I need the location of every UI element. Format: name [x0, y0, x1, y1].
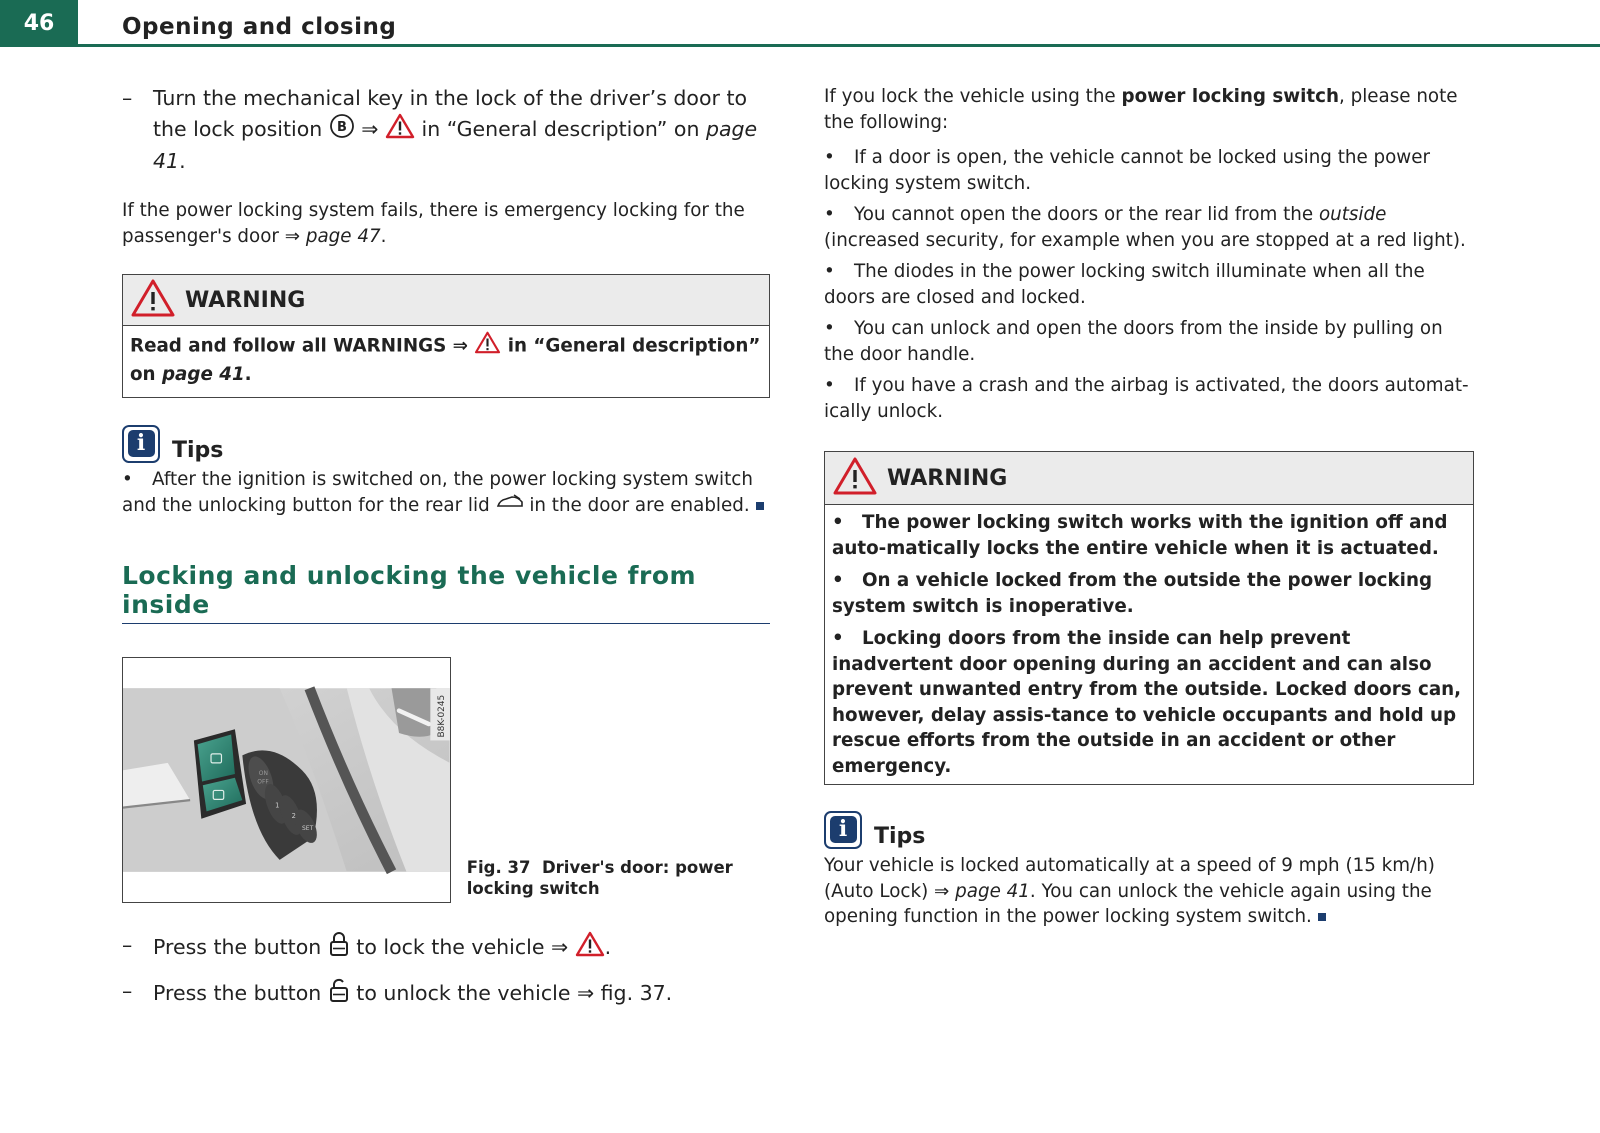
intro-text-cont: , please note the following:: [824, 86, 1458, 133]
punctuation: .: [380, 225, 387, 247]
warning-box: [824, 451, 1474, 785]
step-dash: –: [122, 86, 133, 110]
warning-text: Read and follow all WARNINGS ⇒: [130, 335, 475, 357]
end-of-section-mark: [756, 502, 764, 510]
tips-text: [122, 467, 770, 518]
left-column: [122, 84, 770, 1011]
warning-header: [825, 452, 1473, 505]
step-dash: –: [122, 979, 133, 1004]
note-list-item: [824, 259, 1474, 310]
switch-on-label: ON: [258, 770, 268, 778]
tips-block: [122, 424, 770, 518]
step-text-cont: to unlock the vehicle ⇒ fig. 37.: [349, 981, 673, 1006]
info-icon: i: [824, 811, 862, 849]
tips-block: [824, 810, 1474, 930]
position-b-icon: [329, 113, 355, 147]
memory-set-label: SET: [302, 825, 314, 833]
page-link[interactable]: page 41: [153, 117, 758, 173]
page-link[interactable]: page 41: [161, 363, 245, 385]
warning-title: WARNING: [887, 465, 1008, 491]
bullet: •: [832, 628, 844, 649]
figure-caption: [467, 857, 770, 899]
step-text: Press the button: [153, 935, 328, 960]
bullet: •: [122, 469, 133, 490]
right-column: [824, 84, 1474, 930]
warning-item: [832, 510, 1466, 561]
punctuation: .: [179, 149, 186, 173]
step-text: Press the button: [153, 981, 328, 1006]
page-link[interactable]: page 41: [955, 880, 1030, 902]
bullet: •: [832, 570, 844, 591]
memory-1-label: 1: [275, 801, 280, 810]
rear-lid-icon: [496, 493, 524, 519]
tips-text: [824, 853, 1474, 930]
warning-triangle-icon: [385, 113, 415, 147]
warning-item-text: Locking doors from the inside can help prevent inadvertent door opening during an accident and can also prevent unwanted entry from the outside. Locked doors can, however, delay assis-tance to vehicle occupants and hold up rescue efforts from the outside in an accident or other emergency.: [832, 628, 1462, 777]
memory-2-label: 2: [291, 812, 296, 821]
tips-title: Tips: [172, 438, 224, 463]
bullet: •: [824, 375, 835, 396]
end-of-section-mark: [1318, 913, 1326, 921]
step-lock: [122, 931, 770, 965]
note-italic: outside: [1318, 204, 1387, 225]
punctuation: .: [604, 935, 612, 960]
step-text-cont: to lock the vehicle ⇒: [349, 935, 575, 960]
unlock-button-icon: [328, 977, 350, 1011]
section-heading: Locking and unlocking the vehicle from inside: [122, 561, 770, 624]
tips-text-b: . You can unlock the vehicle again using the opening function in the power locking system switch.: [824, 880, 1432, 927]
tips-text-a: After the ignition is switched on, the power locking system switch and the unlocking button for the rear lid: [122, 469, 753, 516]
tips-header: [824, 810, 1474, 849]
note-list-item: [824, 202, 1474, 253]
tips-title: Tips: [874, 824, 926, 849]
warning-item-text: The power locking switch works with the ignition off and auto-matically locks the entire vehicle when it is actuated.: [832, 512, 1448, 559]
bullet: •: [824, 261, 835, 282]
info-icon: i: [122, 425, 160, 463]
intro-text: If you lock the vehicle using the: [824, 86, 1122, 107]
bullet: •: [824, 318, 835, 339]
lock-button-icon: [328, 931, 350, 965]
step-text-cont: in “General description” on: [415, 117, 706, 141]
note-text: The diodes in the power locking switch illuminate when all the doors are closed and locked.: [824, 261, 1425, 308]
tips-text-a: Your vehicle is locked automatically at a speed of 9 mph (15 km/h) (Auto Lock) ⇒: [824, 855, 1435, 902]
tips-header: [122, 424, 770, 463]
page-number: 46: [0, 0, 78, 47]
chapter-title: Opening and closing: [122, 14, 397, 40]
emergency-paragraph: [122, 198, 770, 249]
note-text-cont: (increased security, for example when you are stopped at a red light).: [824, 229, 1466, 251]
warning-body: [825, 505, 1473, 784]
intro-paragraph: [824, 84, 1474, 135]
bullet: •: [824, 147, 835, 168]
note-text: If a door is open, the vehicle cannot be locked using the power locking system switch.: [824, 147, 1431, 194]
warning-triangle-icon: [832, 456, 878, 500]
bullet: •: [824, 204, 835, 225]
warning-item: [832, 568, 1466, 619]
bullet: •: [832, 512, 844, 533]
figure-number: Fig. 37: [466, 858, 531, 878]
warning-triangle-icon: [575, 931, 605, 965]
warning-item: [832, 626, 1466, 779]
intro-bold: power locking switch: [1121, 86, 1339, 107]
step-turn-key: [122, 84, 770, 176]
tips-text-b: in the door are enabled.: [523, 494, 750, 516]
step-unlock: [122, 977, 770, 1011]
warning-triangle-icon: [474, 331, 501, 362]
figure-code: B8K-0245: [436, 695, 447, 738]
figure-caption-text: Driver's door: power locking switch: [466, 858, 733, 899]
note-list-item: [824, 316, 1474, 367]
header-rule: [78, 44, 1600, 47]
warning-header: [123, 275, 769, 326]
warning-box: [122, 274, 770, 398]
note-text: If you have a crash and the airbag is activated, the doors automat-ically unlock.: [824, 375, 1469, 422]
warning-text-cont: in “General description” on: [130, 335, 761, 385]
warning-triangle-icon: [130, 278, 176, 322]
figure-37: [122, 657, 770, 903]
warning-title: WARNING: [185, 287, 306, 313]
arrow-text: ⇒: [354, 117, 385, 141]
punctuation: .: [244, 363, 252, 385]
step-dash: –: [122, 933, 133, 958]
note-list-item: [824, 145, 1474, 196]
emergency-text: If the power locking system fails, there is emergency locking for the passenger's door ⇒: [122, 200, 745, 247]
svg-text:B: B: [336, 120, 347, 135]
note-text: You cannot open the doors or the rear lid from the: [854, 204, 1319, 225]
step-text: Turn the mechanical key in the lock of the driver’s door to the lock position: [153, 86, 748, 141]
switch-off-label: OFF: [257, 778, 269, 786]
note-list-item: [824, 373, 1474, 424]
warning-item-text: On a vehicle locked from the outside the power locking system switch is inoperative.: [832, 570, 1433, 617]
note-text: You can unlock and open the doors from the inside by pulling on the door handle.: [824, 318, 1443, 365]
page-link[interactable]: page 47: [305, 225, 381, 247]
door-switch-illustration: [122, 657, 451, 903]
warning-body: [123, 326, 769, 397]
